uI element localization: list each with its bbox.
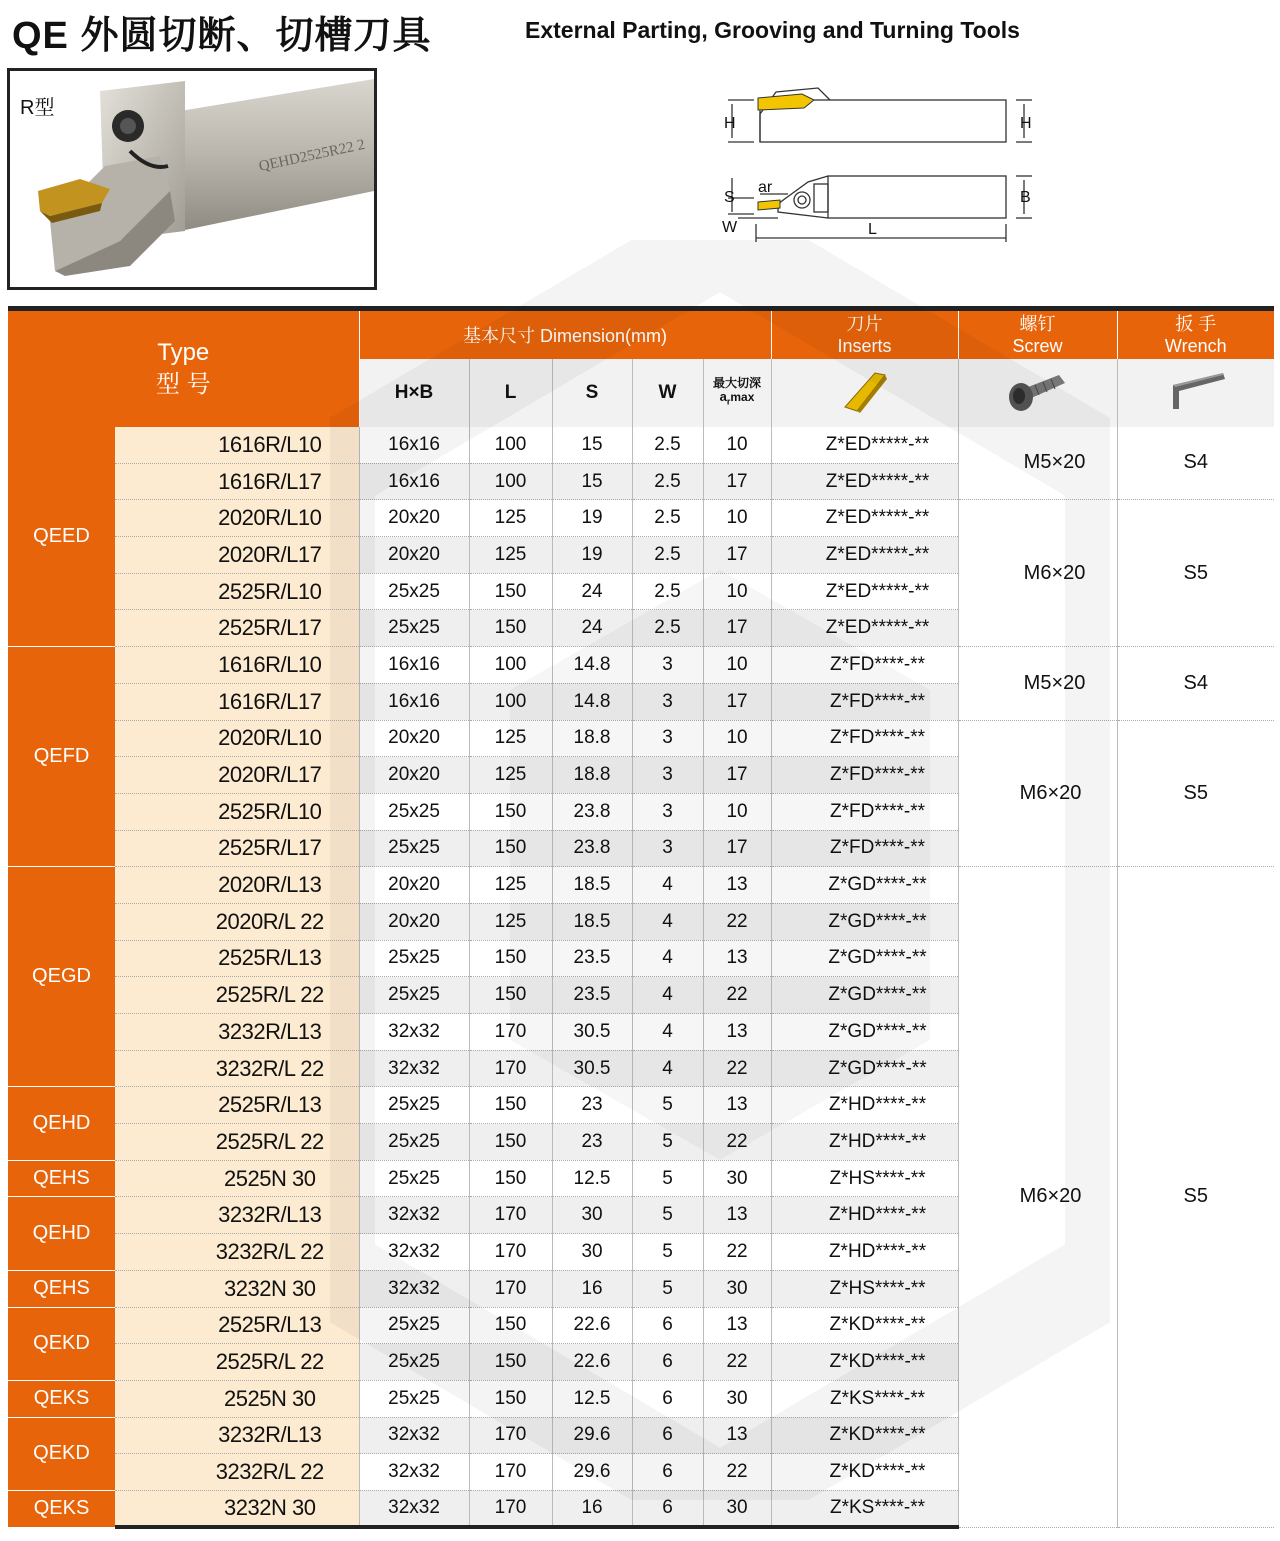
cell-insert: Z*ED*****-** [771,500,958,537]
cell-l: 150 [469,830,552,867]
family-cell: QEKS [8,1380,115,1417]
cell-s: 29.6 [552,1454,632,1491]
screw-icon [958,359,1117,427]
cell-w: 4 [632,977,703,1014]
cell-s: 19 [552,500,632,537]
cell-ar: 13 [703,1197,771,1234]
cell-insert: Z*FD****-** [771,830,958,867]
cell-hb: 25x25 [359,1307,469,1344]
cell-model: 3232R/L 22 [115,1454,359,1491]
cell-hb: 20x20 [359,537,469,574]
cell-hb: 32x32 [359,1197,469,1234]
cell-ar: 10 [703,500,771,537]
cell-s: 16 [552,1270,632,1307]
cell-s: 18.8 [552,757,632,794]
cell-w: 5 [632,1197,703,1234]
cell-s: 30.5 [552,1014,632,1051]
header-w: W [632,359,703,427]
cell-ar: 13 [703,1417,771,1454]
cell-insert: Z*FD****-** [771,757,958,794]
cell-ar: 17 [703,757,771,794]
table-row [8,867,1274,904]
cell-w: 6 [632,1454,703,1491]
header-l: L [469,359,552,427]
cell-ar: 17 [703,683,771,720]
family-cell: QEFD [8,647,115,867]
screw-cell: M6×20 [958,500,1117,647]
cell-insert: Z*KD****-** [771,1344,958,1381]
cell-w: 2.5 [632,573,703,610]
cell-ar: 17 [703,830,771,867]
cell-hb: 25x25 [359,1124,469,1161]
cell-insert: Z*KD****-** [771,1307,958,1344]
cell-ar: 10 [703,647,771,684]
cell-insert: Z*ED*****-** [771,463,958,500]
cell-insert: Z*ED*****-** [771,573,958,610]
label-ar: ar [758,179,773,196]
cell-model: 1616R/L10 [115,427,359,464]
cell-w: 6 [632,1307,703,1344]
cell-insert: Z*HS****-** [771,1270,958,1307]
cell-l: 170 [469,1014,552,1051]
label-h-left: H [724,115,736,132]
cell-insert: Z*FD****-** [771,793,958,830]
header-dimension: 基本尺寸 Dimension(mm) [359,309,771,359]
cell-l: 150 [469,1380,552,1417]
header-hb: H×B [359,359,469,427]
cell-hb: 32x32 [359,1454,469,1491]
cell-hb: 20x20 [359,757,469,794]
cell-hb: 25x25 [359,1160,469,1197]
cell-insert: Z*GD****-** [771,903,958,940]
cell-s: 24 [552,610,632,647]
cell-hb: 20x20 [359,903,469,940]
cell-l: 170 [469,1050,552,1087]
cell-model: 2525R/L 22 [115,1344,359,1381]
cell-s: 15 [552,463,632,500]
wrench-cell: S4 [1117,427,1274,500]
cell-insert: Z*KS****-** [771,1380,958,1417]
cell-insert: Z*GD****-** [771,977,958,1014]
cell-ar: 17 [703,610,771,647]
cell-s: 30.5 [552,1050,632,1087]
cell-insert: Z*HD****-** [771,1124,958,1161]
cell-hb: 32x32 [359,1050,469,1087]
cell-w: 5 [632,1160,703,1197]
cell-hb: 20x20 [359,720,469,757]
header-wrench: 扳 手 Wrench [1117,309,1274,359]
cell-l: 125 [469,757,552,794]
cell-model: 3232R/L 22 [115,1050,359,1087]
cell-s: 30 [552,1234,632,1271]
cell-model: 2020R/L17 [115,537,359,574]
cell-l: 150 [469,1344,552,1381]
cell-ar: 22 [703,1050,771,1087]
cell-s: 22.6 [552,1307,632,1344]
cell-hb: 20x20 [359,867,469,904]
cell-w: 3 [632,830,703,867]
cell-s: 23 [552,1087,632,1124]
cell-hb: 16x16 [359,683,469,720]
cell-hb: 32x32 [359,1417,469,1454]
cell-ar: 30 [703,1380,771,1417]
cell-hb: 25x25 [359,830,469,867]
cell-model: 2020R/L17 [115,757,359,794]
header-ar-max: 最大切深 $a_r\max$ [703,359,771,427]
cell-insert: Z*HS****-** [771,1160,958,1197]
cell-insert: Z*ED*****-** [771,537,958,574]
cell-ar: 13 [703,940,771,977]
screw-cell: M6×20 [958,867,1117,1527]
cell-ar: 22 [703,1344,771,1381]
screw-cell: M6×20 [958,720,1117,867]
cell-ar: 30 [703,1160,771,1197]
cell-l: 170 [469,1234,552,1271]
cell-s: 18.5 [552,867,632,904]
dimension-drawing [718,74,1038,244]
cell-l: 150 [469,940,552,977]
cell-insert: Z*GD****-** [771,1014,958,1051]
family-cell: QEGD [8,867,115,1087]
cell-model: 2525R/L13 [115,940,359,977]
family-cell: QEKS [8,1490,115,1527]
cell-l: 100 [469,427,552,464]
cell-hb: 32x32 [359,1490,469,1527]
cell-ar: 22 [703,1234,771,1271]
engraving-text: QEHD2525R22 2 [257,136,367,175]
cell-l: 170 [469,1454,552,1491]
label-l: L [868,221,877,238]
cell-insert: Z*GD****-** [771,867,958,904]
family-cell: QEHS [8,1160,115,1197]
cell-model: 2525R/L 22 [115,977,359,1014]
tool-holder-illustration [10,71,374,287]
cell-model: 2020R/L10 [115,720,359,757]
cell-w: 3 [632,683,703,720]
page-header [0,0,1280,62]
insert-icon [771,359,958,427]
cell-ar: 10 [703,427,771,464]
cell-w: 3 [632,793,703,830]
cell-w: 4 [632,1014,703,1051]
header-type-cn: 型 号 [155,370,211,398]
cell-w: 5 [632,1124,703,1161]
cell-hb: 16x16 [359,463,469,500]
cell-ar: 30 [703,1490,771,1527]
cell-w: 6 [632,1417,703,1454]
cell-model: 2525R/L13 [115,1087,359,1124]
cell-insert: Z*GD****-** [771,940,958,977]
cell-s: 30 [552,1197,632,1234]
label-w: W [722,219,738,236]
cell-model: 2020R/L10 [115,500,359,537]
cell-l: 150 [469,1160,552,1197]
cell-model: 3232R/L13 [115,1197,359,1234]
cell-w: 4 [632,867,703,904]
cell-l: 150 [469,573,552,610]
wrench-cell: S5 [1117,720,1274,867]
cell-s: 14.8 [552,683,632,720]
family-cell: QEED [8,427,115,647]
cell-s: 12.5 [552,1380,632,1417]
cell-l: 150 [469,793,552,830]
cell-ar: 22 [703,977,771,1014]
cell-insert: Z*KD****-** [771,1417,958,1454]
screw-cell: M5×20 [958,647,1117,720]
family-cell: QEHD [8,1197,115,1270]
screw-cell: M5×20 [958,427,1117,500]
cell-model: 1616R/L17 [115,463,359,500]
cell-ar: 22 [703,1454,771,1491]
cell-insert: Z*HD****-** [771,1087,958,1124]
cell-model: 2020R/L 22 [115,903,359,940]
wrench-cell: S4 [1117,647,1274,720]
cell-w: 6 [632,1490,703,1527]
cell-model: 1616R/L17 [115,683,359,720]
cell-model: 3232R/L 22 [115,1234,359,1271]
cell-ar: 10 [703,720,771,757]
cell-insert: Z*ED*****-** [771,427,958,464]
cell-s: 23.8 [552,793,632,830]
cell-insert: Z*HD****-** [771,1197,958,1234]
cell-s: 18.8 [552,720,632,757]
cell-insert: Z*FD****-** [771,683,958,720]
cell-s: 12.5 [552,1160,632,1197]
cell-insert: Z*GD****-** [771,1050,958,1087]
label-b: B [1020,189,1031,206]
cell-model: 2525N 30 [115,1380,359,1417]
cell-ar: 13 [703,1087,771,1124]
header-s: S [552,359,632,427]
cell-w: 2.5 [632,500,703,537]
cell-hb: 25x25 [359,1344,469,1381]
header-type-en: Type [157,338,210,366]
title-english: External Parting, Grooving and Turning Tools [525,17,1020,43]
product-photo [7,68,377,290]
cell-model: 2020R/L13 [115,867,359,904]
cell-hb: 25x25 [359,610,469,647]
family-cell: QEKD [8,1417,115,1490]
photo-label: R型 [20,97,55,119]
cell-ar: 13 [703,1014,771,1051]
cell-w: 6 [632,1344,703,1381]
cell-ar: 10 [703,793,771,830]
wrench-cell: S5 [1117,500,1274,647]
cell-l: 150 [469,610,552,647]
cell-model: 3232R/L13 [115,1417,359,1454]
cell-l: 125 [469,903,552,940]
cell-s: 18.5 [552,903,632,940]
cell-model: 3232N 30 [115,1270,359,1307]
cell-ar: 10 [703,573,771,610]
cell-l: 100 [469,463,552,500]
cell-w: 3 [632,720,703,757]
cell-l: 150 [469,1307,552,1344]
cell-ar: 17 [703,463,771,500]
cell-model: 2525R/L10 [115,793,359,830]
wrench-cell: S5 [1117,867,1274,1527]
cell-ar: 30 [703,1270,771,1307]
cell-hb: 32x32 [359,1234,469,1271]
cell-model: 2525R/L 22 [115,1124,359,1161]
cell-model: 2525N 30 [115,1160,359,1197]
cell-w: 3 [632,647,703,684]
cell-hb: 16x16 [359,427,469,464]
header-inserts: 刀片 Inserts [771,309,958,359]
cell-ar: 17 [703,537,771,574]
cell-l: 150 [469,1124,552,1161]
cell-model: 2525R/L13 [115,1307,359,1344]
cell-l: 170 [469,1417,552,1454]
cell-w: 6 [632,1380,703,1417]
cell-insert: Z*KS****-** [771,1490,958,1527]
cell-s: 14.8 [552,647,632,684]
cell-model: 2525R/L17 [115,830,359,867]
family-cell: QEHD [8,1087,115,1160]
table-row [8,427,1274,464]
cell-insert: Z*FD****-** [771,647,958,684]
cell-insert: Z*FD****-** [771,720,958,757]
cell-l: 100 [469,647,552,684]
cell-hb: 20x20 [359,500,469,537]
cell-w: 5 [632,1087,703,1124]
cell-w: 4 [632,903,703,940]
specification-table [8,306,1274,1529]
cell-l: 150 [469,1087,552,1124]
cell-l: 100 [469,683,552,720]
cell-insert: Z*KD****-** [771,1454,958,1491]
cell-hb: 25x25 [359,977,469,1014]
cell-insert: Z*ED*****-** [771,610,958,647]
cell-w: 5 [632,1234,703,1271]
cell-l: 125 [469,537,552,574]
cell-hb: 16x16 [359,647,469,684]
cell-w: 4 [632,940,703,977]
cell-s: 16 [552,1490,632,1527]
cell-s: 29.6 [552,1417,632,1454]
cell-l: 125 [469,500,552,537]
cell-s: 23.8 [552,830,632,867]
header-screw: 螺钉 Screw [958,309,1117,359]
cell-s: 19 [552,537,632,574]
cell-ar: 22 [703,1124,771,1161]
cell-w: 2.5 [632,610,703,647]
cell-l: 150 [469,977,552,1014]
cell-hb: 25x25 [359,1087,469,1124]
cell-w: 2.5 [632,427,703,464]
cell-model: 3232R/L13 [115,1014,359,1051]
cell-model: 2525R/L10 [115,573,359,610]
cell-s: 23.5 [552,940,632,977]
cell-s: 22.6 [552,1344,632,1381]
cell-s: 23 [552,1124,632,1161]
cell-w: 2.5 [632,537,703,574]
cell-ar: 13 [703,867,771,904]
cell-ar: 13 [703,1307,771,1344]
table-row [8,720,1274,757]
cell-hb: 25x25 [359,940,469,977]
header-type [8,309,359,427]
cell-w: 2.5 [632,463,703,500]
cell-ar: 22 [703,903,771,940]
cell-hb: 25x25 [359,573,469,610]
cell-w: 5 [632,1270,703,1307]
cell-insert: Z*HD****-** [771,1234,958,1271]
cell-s: 23.5 [552,977,632,1014]
family-cell: QEHS [8,1270,115,1307]
cell-l: 125 [469,867,552,904]
cell-l: 170 [469,1490,552,1527]
wrench-icon [1117,359,1274,427]
cell-model: 3232N 30 [115,1490,359,1527]
cell-hb: 32x32 [359,1270,469,1307]
table-row [8,647,1274,684]
cell-model: 2525R/L17 [115,610,359,647]
cell-w: 4 [632,1050,703,1087]
label-s: S [724,189,735,206]
label-h-right: H [1020,115,1032,132]
cell-l: 125 [469,720,552,757]
cell-s: 24 [552,573,632,610]
cell-model: 1616R/L10 [115,647,359,684]
cell-w: 3 [632,757,703,794]
family-cell: QEKD [8,1307,115,1380]
cell-hb: 25x25 [359,1380,469,1417]
cell-hb: 25x25 [359,793,469,830]
cell-l: 170 [469,1270,552,1307]
cell-hb: 32x32 [359,1014,469,1051]
title-chinese: QE 外圆切断、切槽刀具 [12,15,432,57]
cell-s: 15 [552,427,632,464]
table-row [8,500,1274,537]
cell-l: 170 [469,1197,552,1234]
